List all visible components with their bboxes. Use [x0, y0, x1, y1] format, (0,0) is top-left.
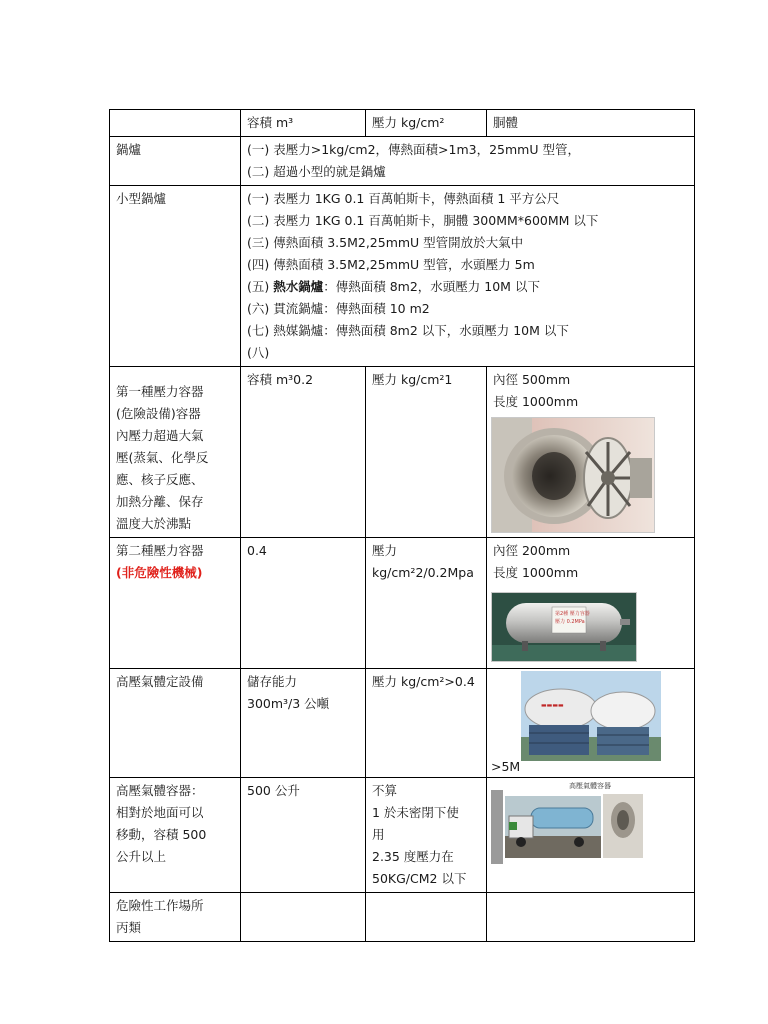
- hp-gas-storage: [241, 669, 366, 778]
- collage-title: 高壓氣體容器: [569, 782, 611, 790]
- gas-tanks-image: [521, 671, 661, 761]
- pv2-pressure-line: kg/cm²2/0.2Mpa: [372, 565, 474, 580]
- hp-gas-body: [487, 669, 695, 778]
- header-row: [110, 110, 695, 137]
- pv1-name: [110, 367, 241, 538]
- container-name-line: 移動，容積 500: [116, 827, 207, 842]
- distance-label: >5M: [491, 759, 521, 774]
- header-volume: 容積 m³: [241, 110, 366, 137]
- small-boiler-line-4: (四) 傳熱面積 3.5M2,25mmU 型管，水頭壓力 5m: [247, 257, 535, 272]
- small-boiler-line-2: (二) 表壓力 1KG 0.1 百萬帕斯卡，胴體 300MM*600MM 以下: [247, 213, 599, 228]
- pv2-pressure-line: 壓力: [372, 543, 398, 558]
- small-boiler-line-8: (八): [247, 345, 270, 360]
- header-body: 胴體: [487, 110, 695, 137]
- pv2-length: 長度 1000mm: [493, 565, 579, 580]
- small-boiler-name: 小型鍋爐: [110, 186, 241, 367]
- pv2-body: [487, 538, 695, 669]
- regulation-table: [109, 109, 695, 942]
- pv1-length: 長度 1000mm: [493, 394, 579, 409]
- small-boiler-line-7: (七) 熱媒鍋爐：傳熱面積 8m2 以下，水頭壓力 10M 以下: [247, 323, 569, 338]
- condition-line: 50KG/CM2 以下: [372, 871, 467, 886]
- container-collage-image: [491, 780, 643, 864]
- pv2-title: 第二種壓力容器: [116, 543, 204, 558]
- gas-tanks-photo: [521, 671, 661, 761]
- pv1-body: [487, 367, 695, 538]
- autoclave-image: [492, 418, 654, 532]
- pv2-pressure: [366, 538, 487, 669]
- container-name-line: 高壓氣體容器：: [116, 783, 204, 798]
- storage-line: 儲存能力: [247, 674, 298, 689]
- hazard-name-line: 丙類: [116, 920, 142, 935]
- boiler-definition: [241, 137, 695, 186]
- pv2-note: (非危險性機械): [116, 565, 203, 580]
- pv1-diameter: 內徑 500mm: [493, 372, 571, 387]
- condition-line: 用: [372, 827, 385, 842]
- condition-line: 2.35 度壓力在: [372, 849, 454, 864]
- pv1-name-line: 壓(蒸氣、化學反: [116, 450, 209, 465]
- pv1-name-line: (危險設備)容器: [116, 406, 201, 421]
- small-boiler-line-6: (六) 貫流鍋爐：傳熱面積 10 m2: [247, 301, 430, 316]
- line5-prefix: (五): [247, 279, 274, 294]
- pv1-name-line: 內壓力超過大氣: [116, 428, 204, 443]
- hp-gas-pressure: 壓力 kg/cm²>0.4: [366, 669, 487, 778]
- tank-image: [492, 593, 636, 661]
- container-name-line: 公升以上: [116, 849, 167, 864]
- condition-line: 1 於未密閉下使: [372, 805, 459, 820]
- hp-gas-container-name: [110, 778, 241, 893]
- boiler-name: 鍋爐: [110, 137, 241, 186]
- small-boiler-line-3: (三) 傳熱面積 3.5M2,25mmU 型管開放於大氣中: [247, 235, 524, 250]
- tank-photo: [491, 592, 637, 662]
- hp-gas-container-photos: [487, 778, 695, 893]
- container-photo-collage: [491, 780, 643, 864]
- hp-gas-equipment-name: 高壓氣體定設備: [110, 669, 241, 778]
- tank-label-line-2: 壓力 0.2MPa: [555, 619, 585, 625]
- gas-tank-photo-wrap: [491, 671, 690, 775]
- pv1-pressure: 壓力 kg/cm²1: [366, 367, 487, 538]
- hp-gas-equipment-row: [110, 669, 695, 778]
- container-name-line: 相對於地面可以: [116, 805, 204, 820]
- pv2-row: [110, 538, 695, 669]
- pv1-name-line: 第一種壓力容器: [116, 384, 204, 399]
- boiler-line-1: (一) 表壓力>1kg/cm2，傳熱面積>1m3，25mmU 型管，: [247, 142, 580, 157]
- small-boiler-line-1: (一) 表壓力 1KG 0.1 百萬帕斯卡，傳熱面積 1 平方公尺: [247, 191, 560, 206]
- hazard-empty-cell: [241, 893, 366, 942]
- pv1-row: [110, 367, 695, 538]
- hazard-row: [110, 893, 695, 942]
- autoclave-photo: [491, 417, 655, 533]
- small-boiler-row: [110, 186, 695, 367]
- hazard-name-line: 危險性工作場所: [116, 898, 204, 913]
- tank-label-line-1: 第2種 壓力容器: [555, 611, 590, 617]
- pv1-name-line: 應、核子反應、: [116, 472, 204, 487]
- boiler-line-2: (二) 超過小型的就是鍋爐: [247, 164, 386, 179]
- small-boiler-definition: [241, 186, 695, 367]
- pv1-volume: 容積 m³0.2: [241, 367, 366, 538]
- pv2-volume: 0.4: [241, 538, 366, 669]
- small-boiler-line-5: [247, 276, 688, 298]
- pv2-name: [110, 538, 241, 669]
- line5-rest: ：傳熱面積 8m2，水頭壓力 10M 以下: [323, 279, 540, 294]
- hot-water-boiler-term: 熱水鍋爐: [273, 279, 324, 294]
- hp-gas-container-volume: 500 公升: [241, 778, 366, 893]
- header-empty-cell: [110, 110, 241, 137]
- hp-gas-container-conditions: [366, 778, 487, 893]
- pv1-name-line: 溫度大於沸點: [116, 516, 192, 531]
- pv2-diameter: 內徑 200mm: [493, 543, 571, 558]
- boiler-row: [110, 137, 695, 186]
- pv1-name-line: 加熱分離、保存: [116, 494, 204, 509]
- svg-text:▬▬▬▬: ▬▬▬▬: [541, 702, 564, 709]
- hazard-name: [110, 893, 241, 942]
- hazard-empty-cell: [487, 893, 695, 942]
- hazard-empty-cell: [366, 893, 487, 942]
- condition-line: 不算: [372, 783, 398, 798]
- header-pressure: 壓力 kg/cm²: [366, 110, 487, 137]
- storage-line: 300m³/3 公噸: [247, 696, 330, 711]
- hp-gas-container-row: [110, 778, 695, 893]
